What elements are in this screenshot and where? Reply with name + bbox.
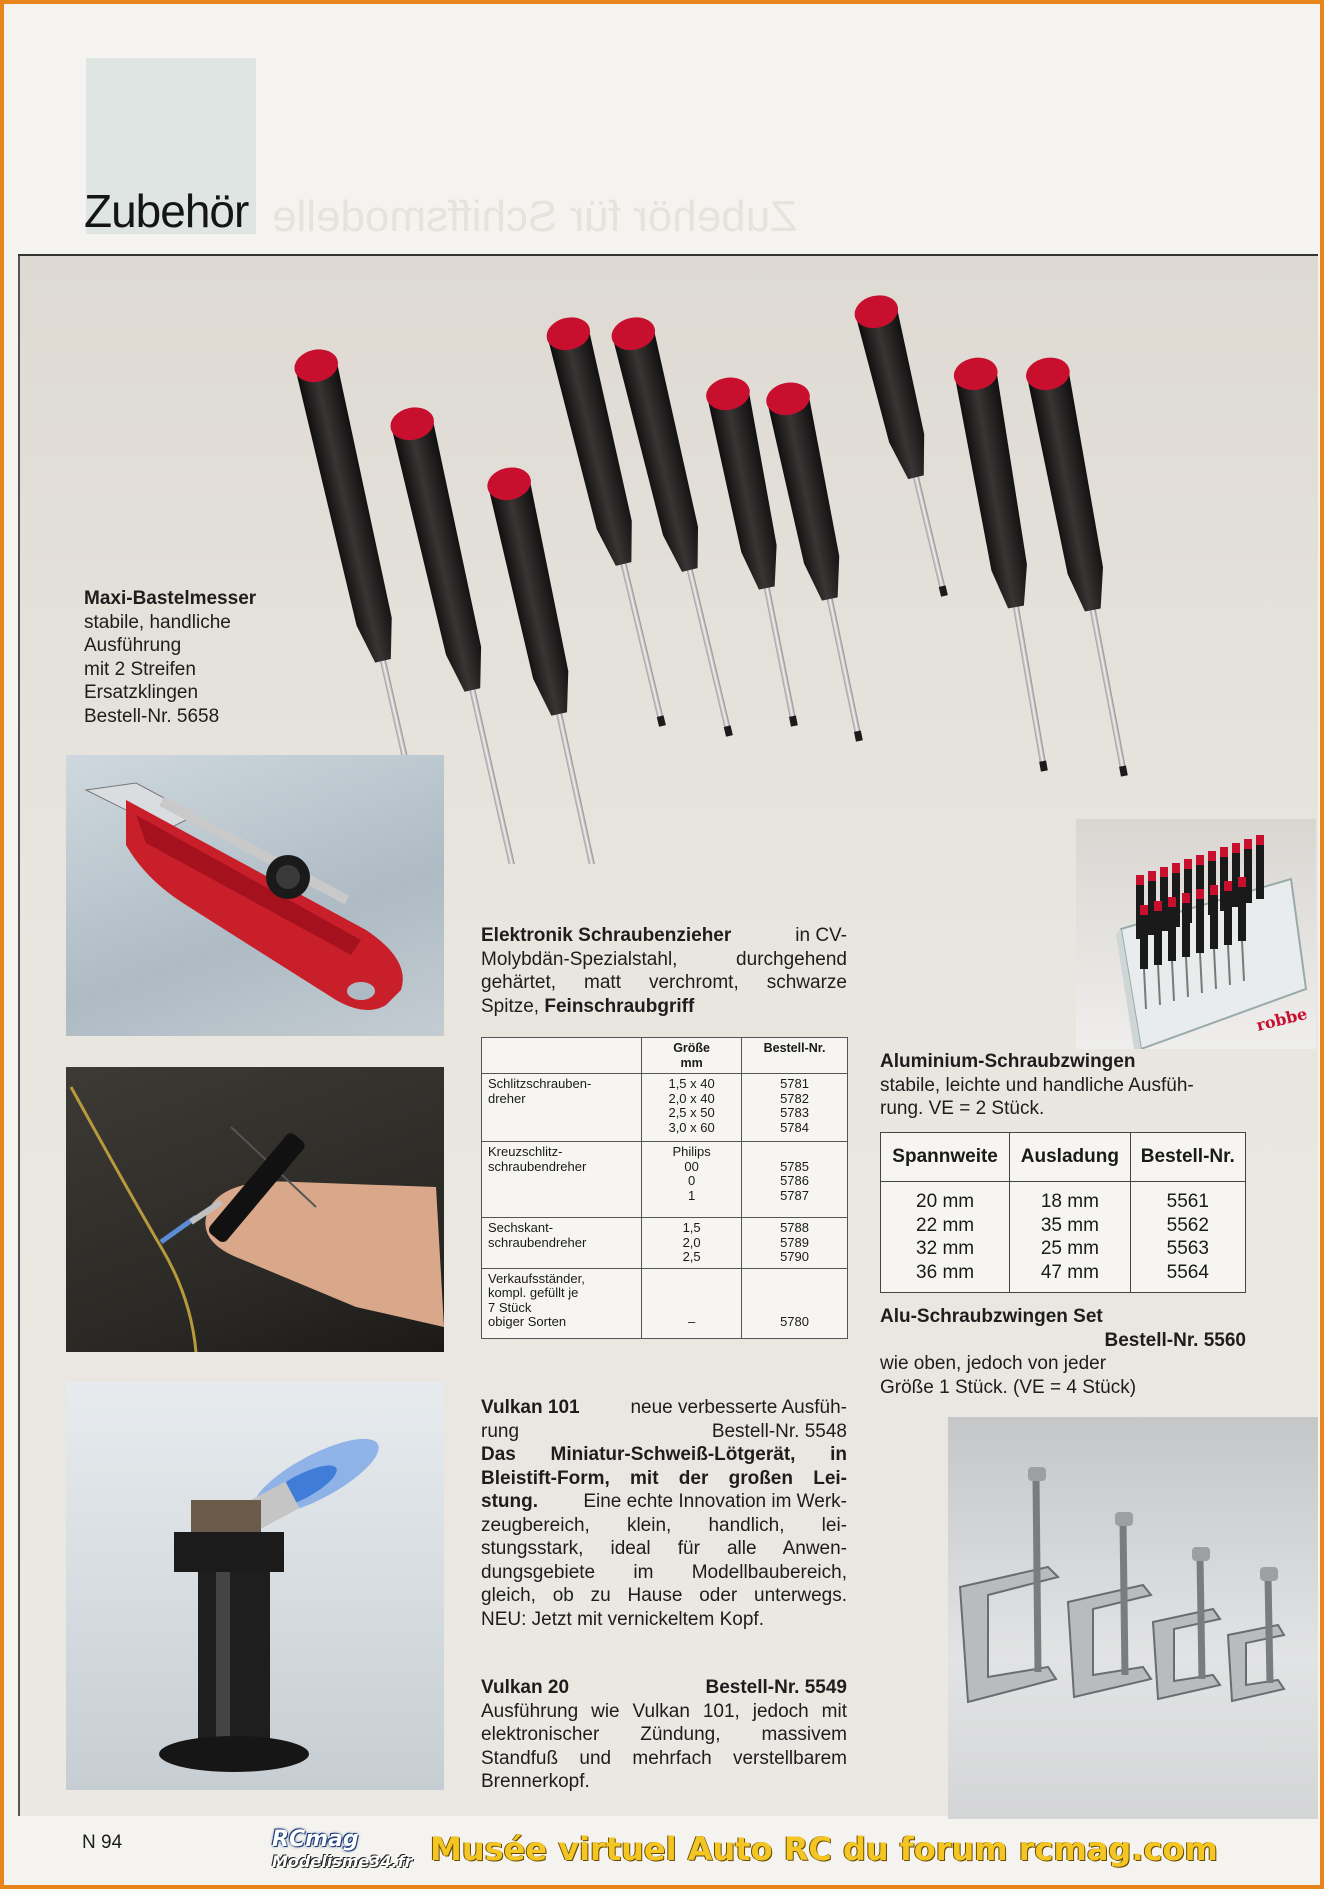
display-rack-image — [1076, 819, 1316, 1049]
screwdriver — [851, 291, 966, 601]
soldering-pen-photo — [66, 1067, 444, 1352]
knife-photo — [66, 755, 444, 1036]
gas-torch-image — [66, 1382, 444, 1790]
soldering-pen-image — [66, 1067, 444, 1352]
vulkan101-description: Vulkan 101 neue verbesserte Ausfüh- rung Bestell-Nr. 5548 Das Miniatur-Schweiß-Lötgerät, in Bleistift-Form, mit der großen Lei- stung. Eine echte Innovation im Werk- zeugbereich, klein, handlich, lei- stungsstark, ideal für alle Anwen- dungsgebiete im Modellbaubereich, gleich, ob zu Hause oder unterwegs. NEU: Jetzt mit vernickeltem Kopf. — [481, 1397, 847, 1630]
page-title: Zubehör — [84, 185, 249, 237]
clamps-image — [948, 1417, 1318, 1819]
table-row: 20 mm 22 mm 32 mm 36 mm 18 mm 35 mm 25 mm 47 mm 5561 5562 5563 5564 — [881, 1182, 1246, 1293]
table-row: Sechskant- schraubendreher 1,5 2,0 2,5 5788 5789 5790 — [482, 1218, 848, 1269]
cutter-knife-image — [66, 755, 444, 1036]
rack-brand-label: robbe — [1254, 1003, 1310, 1035]
maxi-description: Maxi-Bastelmesser stabile, handliche Ausführung mit 2 Streifen Ersatzklingen Bestell-Nr. 5658 — [84, 587, 314, 728]
alu-set-description: Alu-Schraubzwingen Set Bestell-Nr. 5560 wie oben, jedoch von jeder Größe 1 Stück. (VE = 4 Stück) — [880, 1306, 1246, 1398]
page-number: N 94 — [82, 1832, 123, 1853]
ghost-title: Zubehör für Schiffsmodelle — [272, 192, 798, 241]
table-header-row: Spannweite Ausladung Bestell-Nr. — [881, 1133, 1246, 1182]
display-rack-photo — [1076, 819, 1316, 1049]
screwdriver — [1023, 354, 1146, 780]
elektronik-description: Elektronik Schraubenzieher in CV- Molybdän-Spezialstahl, durchgehend gehärtet, matt verchromt, schwarze Spitze, Feinschraubgriff — [481, 925, 847, 1017]
table-row: Kreuzschlitz- schraubendreher Philips 00 0 1 5785 5786 5787 — [482, 1142, 848, 1218]
torch-photo — [66, 1382, 444, 1790]
screwdriver-spec-table — [481, 1037, 848, 1339]
clamps-photo — [948, 1417, 1318, 1819]
table-header-row: Größe mm Bestell-Nr. — [482, 1038, 848, 1074]
clamp-table — [880, 1132, 1246, 1293]
rcmag-logo: RCmag Modelisme34.fr — [272, 1827, 413, 1871]
table-row: Verkaufsständer, kompl. gefüllt je 7 Stück obiger Sorten – 5780 — [482, 1268, 848, 1338]
maxi-name: Maxi-Bastelmesser — [84, 588, 257, 609]
vulkan20-description: Vulkan 20 Bestell-Nr. 5549 Ausführung wie Vulkan 101, jedoch mit elektronischer Zündung, massivem Standfuß und mehrfach verstellbarem Brennerkopf. — [481, 1677, 847, 1792]
table-row: Schlitzschrauben- dreher 1,5 x 40 2,0 x 40 2,5 x 50 3,0 x 60 5781 5782 5783 5784 — [482, 1074, 848, 1142]
footer-title: Musée virtuel Auto RC du forum rcmag.com — [430, 1830, 1218, 1868]
alu-description: Aluminium-Schraubzwingen stabile, leichte und handliche Ausfüh- rung. VE = 2 Stück. — [880, 1051, 1194, 1119]
screwdriver — [763, 379, 881, 746]
maxi-order-number: Bestell-Nr. 5658 — [84, 705, 220, 727]
